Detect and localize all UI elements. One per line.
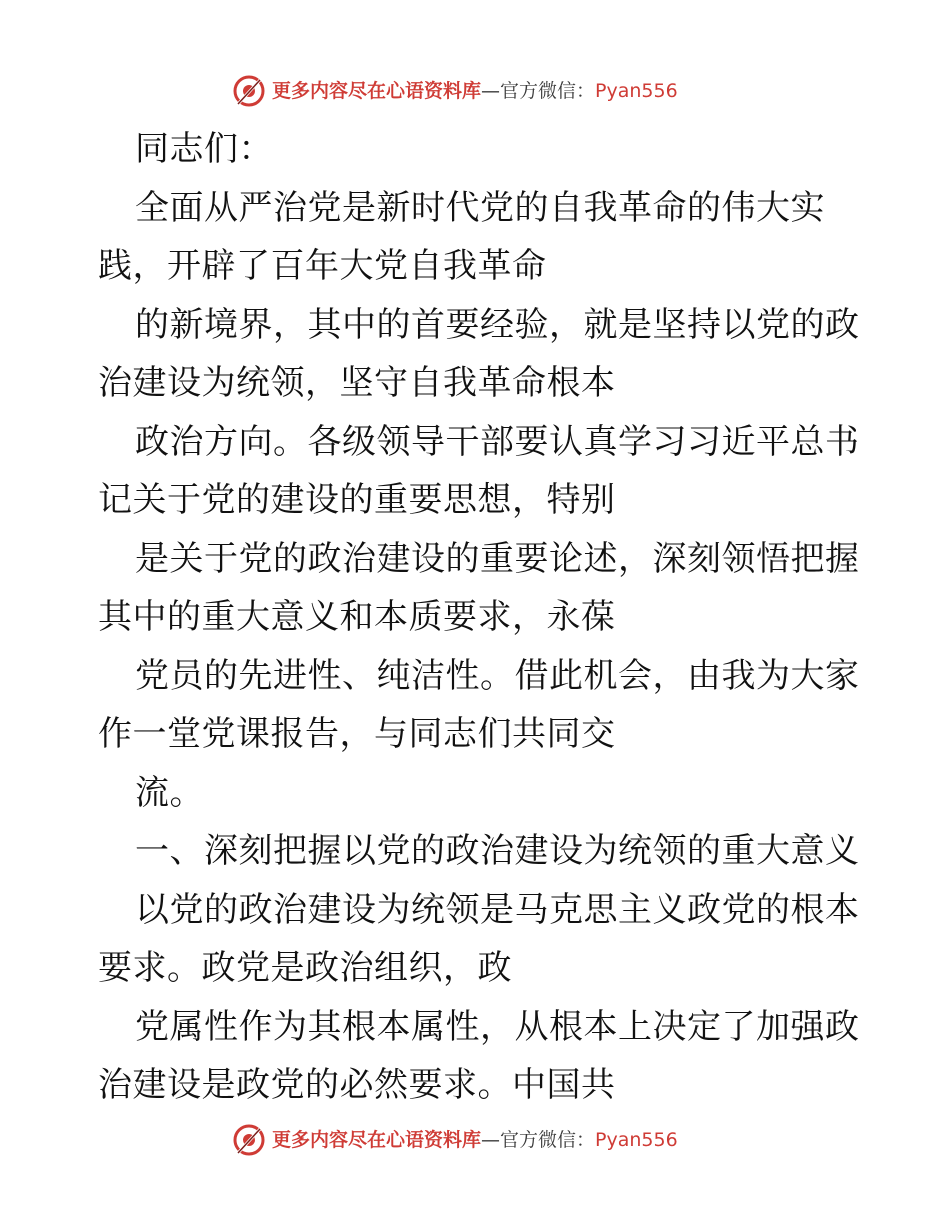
- footer-watermark-banner: [232, 1122, 712, 1158]
- text-line: 治建设是政党的必然要求。中国共: [98, 1065, 616, 1105]
- banner-text: [272, 79, 678, 102]
- banner-wechat-id: Pyan556: [595, 1128, 678, 1151]
- banner-dash: —: [481, 79, 501, 102]
- text-line: 流。: [135, 772, 204, 813]
- banner-sub-text: 官方微信：: [500, 79, 596, 102]
- banner-dash: —: [481, 1128, 501, 1151]
- banner-text: [272, 1128, 678, 1151]
- text-line: 的新境界，其中的首要经验，就是坚持以党的政: [135, 304, 860, 345]
- text-line: 同志们：: [135, 129, 273, 169]
- text-line: 其中的重大意义和本质要求，永葆: [98, 597, 616, 637]
- text-line: 记关于党的建设的重要思想，特别: [98, 480, 616, 520]
- text-line: 党属性作为其根本属性，从根本上决定了加强政: [135, 1006, 860, 1047]
- banner-main-text: 更多内容尽在心语资料库: [272, 79, 482, 102]
- banner-sub-text: 官方微信：: [500, 1128, 596, 1151]
- document-body: [98, 120, 858, 1115]
- pen-logo-icon: [232, 74, 266, 108]
- text-line: 党员的先进性、纯洁性。借此机会，由我为大家: [135, 655, 860, 696]
- text-line: 政治方向。各级领导干部要认真学习习近平总书: [135, 421, 860, 462]
- text-line: 治建设为统领，坚守自我革命根本: [98, 363, 616, 403]
- header-watermark-banner: [232, 73, 712, 109]
- text-line: 要求。政党是政治组织，政: [98, 948, 512, 988]
- text-line: 是关于党的政治建设的重要论述，深刻领悟把握: [135, 538, 860, 579]
- text-line: 以党的政治建设为统领是马克思主义政党的根本: [135, 889, 860, 930]
- pen-logo-icon: [232, 1123, 266, 1157]
- text-line: 一、深刻把握以党的政治建设为统领的重大意义: [135, 831, 860, 871]
- banner-main-text: 更多内容尽在心语资料库: [272, 1128, 482, 1151]
- banner-wechat-id: Pyan556: [595, 79, 678, 102]
- text-line: 全面从严治党是新时代党的自我革命的伟大实: [135, 187, 825, 228]
- text-line: 作一堂党课报告，与同志们共同交: [98, 714, 616, 754]
- text-line: 践，开辟了百年大党自我革命: [98, 246, 547, 286]
